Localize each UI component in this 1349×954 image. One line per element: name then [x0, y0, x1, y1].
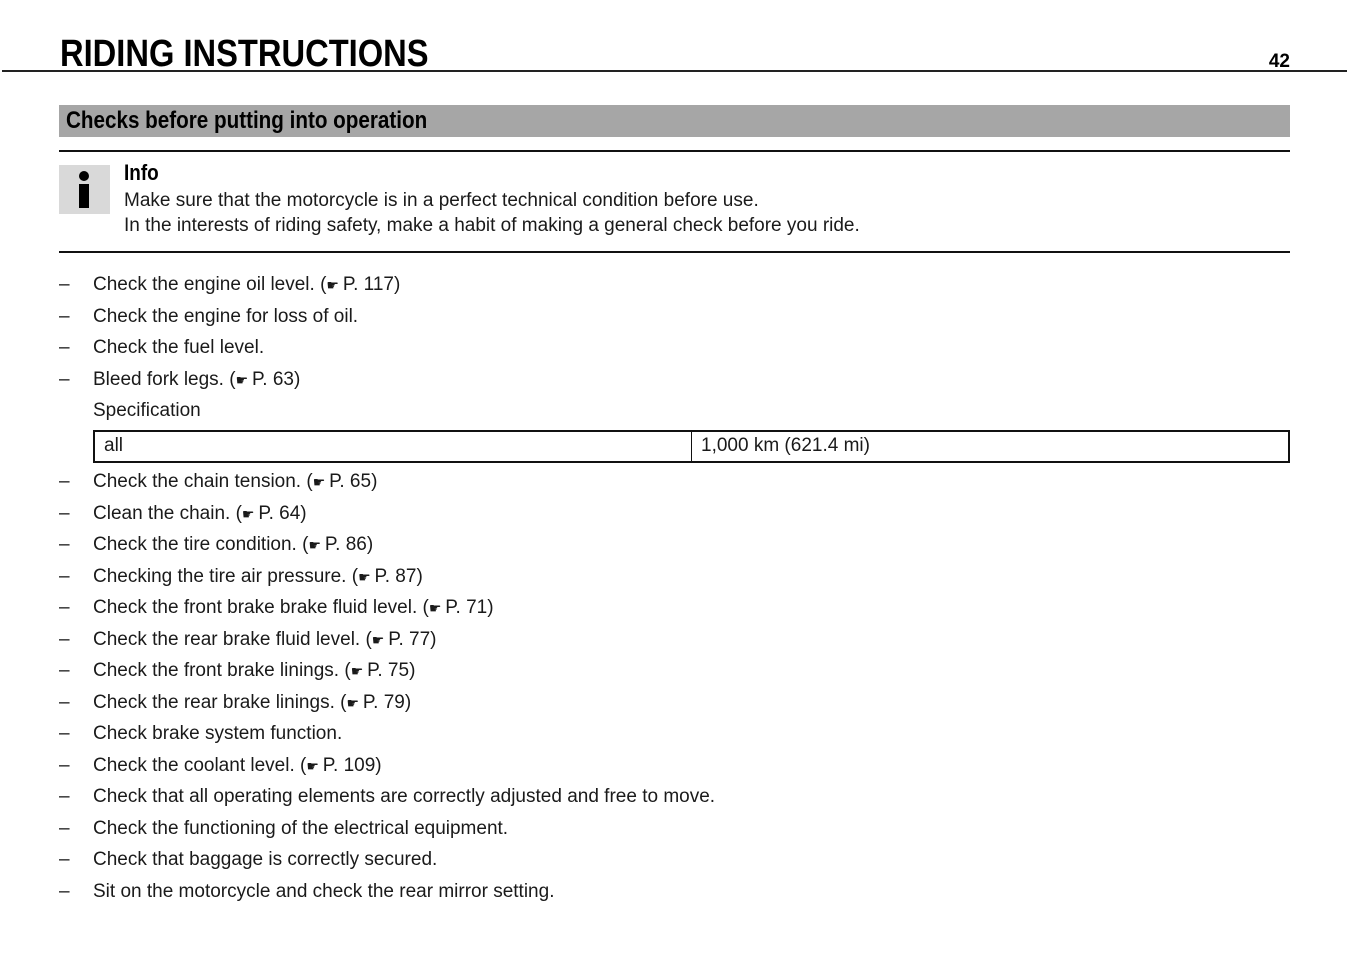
reference-close-paren: ) [371, 471, 378, 492]
info-bottom-divider [59, 251, 1290, 253]
checklist-item-text: Bleed fork legs. ( [93, 368, 236, 390]
bullet-dash: – [59, 305, 70, 327]
pointing-hand-icon: ☛ [358, 568, 375, 585]
bullet-dash: – [59, 880, 70, 902]
info-icon [59, 165, 110, 214]
checklist-item-text: Check the coolant level. ( [93, 754, 307, 776]
reference-close-paren: ) [416, 565, 423, 587]
pointing-hand-icon: ☛ [312, 474, 330, 490]
checklist-item-text: Check the engine for loss of oil. [93, 305, 359, 327]
checklist-item-text: Check that all operating elements are correctly adjusted and free to move. [93, 786, 716, 807]
reference-close-paren: ) [409, 660, 416, 681]
page-reference-link[interactable]: P. 77 [388, 628, 431, 650]
info-text-line: In the interests of riding safety, make a habit of making a general check before you ride. [124, 215, 860, 236]
page-reference-link[interactable]: P. 65 [329, 471, 372, 492]
section-title: Checks before putting into operation [66, 107, 428, 134]
bullet-dash: – [59, 534, 70, 555]
checklist-item-text: Check the functioning of the electrical equipment. [93, 817, 509, 839]
checklist-item-text: Checking the tire air pressure. ( [93, 565, 359, 587]
checklist-item-text: Check the tire condition. ( [93, 534, 309, 555]
pointing-hand-icon: ☛ [428, 600, 446, 616]
bullet-dash: – [59, 565, 70, 587]
reference-close-paren: ) [293, 368, 301, 390]
bullet-dash: – [59, 502, 70, 524]
pointing-hand-icon: ☛ [306, 757, 323, 774]
pointing-hand-icon: ☛ [350, 663, 368, 679]
page-number: 42 [1268, 51, 1290, 72]
checklist-item-text: Check the fuel level. [93, 337, 265, 358]
page-reference-link[interactable]: P. 117 [342, 274, 394, 295]
reference-close-paren: ) [366, 534, 374, 555]
bullet-dash: – [59, 723, 70, 744]
checklist-item-text: Check that baggage is correctly secured. [93, 849, 438, 870]
spec-value-cell: 1,000 km (621.4 mi) [691, 432, 1288, 461]
info-text-line: Make sure that the motorcycle is in a perfect technical condition before use. [124, 190, 759, 211]
bullet-dash: – [59, 368, 70, 390]
reference-close-paren: ) [487, 597, 494, 618]
page-reference-link[interactable]: P. 87 [374, 565, 417, 587]
page-reference-link[interactable]: P. 64 [258, 502, 301, 524]
reference-close-paren: ) [404, 691, 412, 713]
page-reference-link[interactable]: P. 71 [445, 597, 488, 618]
checklist-item-text: Check brake system function. [93, 723, 343, 744]
bullet-dash: – [59, 754, 70, 776]
checklist-item-text: Clean the chain. ( [93, 502, 242, 524]
page-reference-link[interactable]: P. 75 [367, 660, 410, 681]
bullet-dash: – [59, 660, 70, 681]
checklist-item-text: Check the engine oil level. ( [93, 274, 327, 295]
specification-label: Specification [93, 400, 201, 421]
specification-table [93, 430, 1290, 463]
bullet-dash: – [59, 628, 70, 650]
reference-close-paren: ) [430, 628, 437, 650]
checklist-item-text: Check the chain tension. ( [93, 471, 313, 492]
section-heading-bar [59, 105, 1290, 137]
bullet-dash: – [59, 786, 70, 807]
page-reference-link[interactable]: P. 63 [252, 368, 294, 390]
page-title: RIDING INSTRUCTIONS [60, 33, 429, 75]
header-divider [2, 70, 1347, 72]
reference-close-paren: ) [300, 502, 307, 524]
spec-name-cell: all [104, 435, 124, 456]
checklist-item-text: Check the front brake brake fluid level. ( [93, 597, 429, 618]
checklist-item-text: Sit on the motorcycle and check the rear mirror setting. [93, 880, 555, 902]
checklist-item-text: Check the rear brake fluid level. ( [93, 628, 372, 650]
pointing-hand-icon: ☛ [326, 277, 343, 293]
checklist-item-text: Check the rear brake linings. ( [93, 691, 347, 713]
page-reference-link[interactable]: P. 86 [324, 534, 367, 555]
bullet-dash: – [59, 849, 70, 870]
bullet-dash: – [59, 691, 70, 713]
pointing-hand-icon: ☛ [346, 694, 363, 711]
bullet-dash: – [59, 597, 70, 618]
bullet-dash: – [59, 817, 70, 839]
checklist-item-text: Check the front brake linings. ( [93, 660, 351, 681]
bullet-dash: – [59, 337, 70, 358]
bullet-dash: – [59, 274, 70, 295]
page-reference-link[interactable]: P. 79 [362, 691, 405, 713]
pointing-hand-icon: ☛ [308, 537, 325, 553]
page-reference-link[interactable]: P. 109 [322, 754, 376, 776]
info-top-divider [59, 150, 1290, 152]
pointing-hand-icon: ☛ [235, 371, 253, 388]
reference-close-paren: ) [393, 274, 401, 295]
bullet-dash: – [59, 471, 70, 492]
pointing-hand-icon: ☛ [371, 631, 389, 648]
info-heading: Info [124, 160, 159, 185]
reference-close-paren: ) [375, 754, 382, 776]
pointing-hand-icon: ☛ [241, 505, 259, 522]
